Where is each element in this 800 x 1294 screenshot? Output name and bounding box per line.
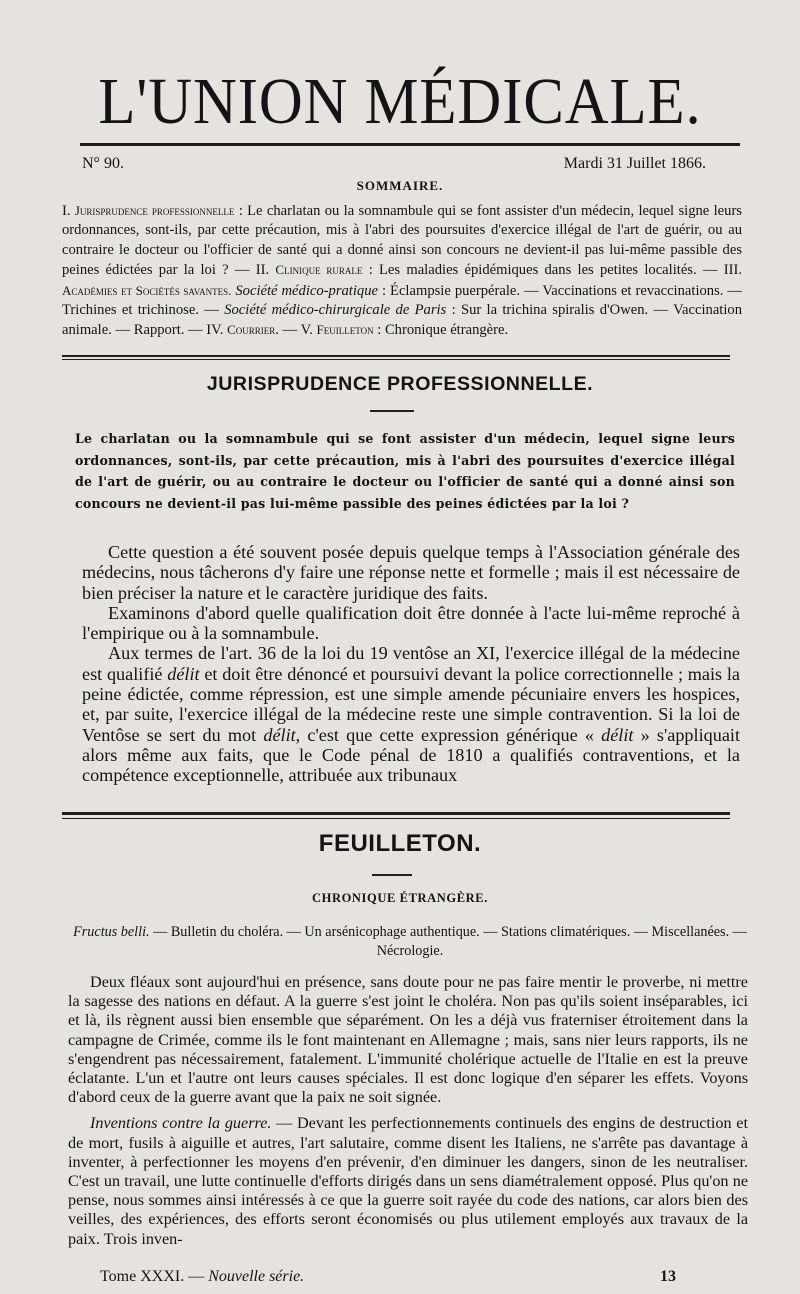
paragraph: Examinons d'abord quelle qualification doit être donnée à l'acte lui-même reproché à l'empirique ou à la somnambule. <box>82 602 740 644</box>
sommaire-section-label: Clinique rurale <box>275 262 363 278</box>
italic-term: délit <box>263 724 296 745</box>
sommaire-text <box>62 201 742 341</box>
sommaire-section-label: Courrier <box>227 322 276 338</box>
summary-italic: Fructus belli. <box>73 924 150 940</box>
sommaire-society: Société médico-chirurgicale de Paris <box>224 302 447 319</box>
italic-term: Inventions contre la guerre. <box>90 1114 272 1133</box>
footer-serie: Nouvelle série. <box>208 1268 305 1285</box>
feuilleton-summary <box>70 923 750 961</box>
heading-ornament <box>370 410 414 412</box>
sommaire-section-label: Feuilleton <box>316 322 374 338</box>
footer-tome <box>100 1268 304 1286</box>
masthead-title: L'UNION MÉDICALE. <box>98 65 702 138</box>
paragraph: Deux fléaux sont aujourd'hui en présence, sans doute pour ne pas faire mentir le proverbe, ni mettre la sagesse des nations en défaut. A la guerre s'est joint le choléra. Non pas qu'ils soient inséparables, ici et là, ils règnent aussi bien ensemble que séparément. On les a déjà vus fraterniser étroitement dans la campagne de Crimée, comme ils le font maintenant en Allemagne ; mais, sans nier leurs rapports, ils ne s'engendrent pas nécessairement, fatalement. L'immunité cholérique actuelle de l'Italie en est la preuve éclatante. L'un et l'autre ont leurs causes spéciales. Il est donc logique d'en séparer les effets. Voyons d'abord ceux de la guerre avant que la paix ne soit signée. <box>68 973 748 1107</box>
section-divider-bottom <box>62 359 730 360</box>
jurisprudence-question: Le charlatan ou la somnambule qui se font assister d'un médecin, lequel signe leurs ordonnances, sont-ils, par cette précaution, mis à l'abri des poursuites d'exercice illégal de l'art de guérir, ou au contraire le docteur ou l'officier de santé qui a donné ainsi son concours ne devient-il pas lui-même passible des peines édictées par la loi ? <box>75 431 735 511</box>
sommaire-part: : Sur la trichina spiralis d'Owen. — Vaccination animale. — Rapport. — IV. <box>62 302 743 339</box>
sommaire-section-label: Jurisprudence professionnelle <box>74 203 235 218</box>
paragraph-part: , c'est que cette expression générique « <box>295 724 602 745</box>
paragraph <box>68 1114 748 1248</box>
section-divider-top <box>62 355 730 357</box>
jurisprudence-body <box>82 542 740 786</box>
italic-term: délit <box>601 724 634 745</box>
page-number: 13 <box>660 1268 676 1285</box>
sommaire-part: : Chronique étrangère. <box>373 322 509 339</box>
sommaire-part: : Éclampsie puerpérale. — Vaccinations et revaccinations. — Trichines et trichinose. — <box>62 282 743 319</box>
paragraph <box>82 643 740 785</box>
paragraph-part: — Devant les perfectionnements continuels des engins de destruction et de mort, fusils à aiguille et autres, l'art salutaire, comme disent les Italiens, ne s'arrête pas davantage à inventer, à perfectionner les moyens d'en prévenir, d'en diminuer les dangers, sinon de les neutraliser. C'est un travail, une lutte continuelle d'efforts dirigés dans un sens diamétralement opposé. Plus qu'on ne pense, nous sommes ainsi intéressés à ce que la guerre soit rayée du code des nations, car alors bien des veilles, des expériences, des efforts seront économisés ou plus utilement employés aux travaux de la paix. Trois inven- <box>68 1114 748 1248</box>
paragraph-part: Aux termes de l'art. 36 de la loi du 19 ventôse an XI, l'exercice illégal de la médecine est qualifié <box>82 643 740 684</box>
issue-date: Mardi 31 Juillet 1866. <box>563 155 706 172</box>
italic-term: délit <box>167 663 200 684</box>
paragraph-part: » s'appliquait alors même aux faits, que le Code pénal de 1810 a qualifiés contraventions, et la compétence exceptionnelle, attribuée aux tribunaux <box>82 724 740 786</box>
issue-number: N° 90. <box>82 155 124 172</box>
jurisprudence-heading: JURISPRUDENCE PROFESSIONNELLE. <box>206 374 594 395</box>
sommaire-heading: SOMMAIRE. <box>356 178 444 193</box>
paragraph-part: et doit être dénoncé et poursuivi devant la police correctionnelle ; mais la peine édictée, comme répression, est une simple amende pécuniaire envers les hospices, et, par suite, l'exercice illégal de la médecine reste une simple contravention. Si la loi de Ventôse se sert du mot <box>82 663 740 745</box>
feuilleton-body <box>68 973 748 1256</box>
footer-tome-text: Tome XXXI. — <box>100 1268 209 1285</box>
sommaire-part: : Le charlatan ou la somnambule qui se font assister d'un médecin, lequel signe leurs ordonnances, sont-ils, par cette précaution, mis à l'abri des poursuites d'exercice illégal de l'art de guérir, ou au contraire le docteur ou l'officier de santé qui a donné ainsi son concours ne devient-il pas lui-même passible des peines édictées par la loi ? — II. <box>62 203 742 279</box>
sommaire-part: : Les maladies épidémiques dans les petites localités. — III. <box>362 262 742 279</box>
sommaire-part: I. <box>62 203 75 219</box>
sommaire-part: . — V. <box>275 322 317 339</box>
feuilleton-subheading: CHRONIQUE ÉTRANGÈRE. <box>312 891 488 905</box>
masthead-rule <box>80 143 740 146</box>
sommaire-society: Société médico-pratique <box>231 282 378 299</box>
feuilleton-heading: FEUILLETON. <box>318 830 482 857</box>
paragraph: Cette question a été souvent posée depuis quelque temps à l'Association générale des médecins, nous tâcherons d'y faire une réponse nette et formelle ; mais il est nécessaire de bien préciser la nature et le caractère juridique des faits. <box>82 542 740 603</box>
feuilleton-divider-bottom <box>62 818 730 819</box>
heading-ornament <box>372 874 412 876</box>
sommaire-section-label: Académies et Sociétés savantes. <box>62 282 232 298</box>
feuilleton-divider-top <box>62 812 730 815</box>
summary-text: — Bulletin du choléra. — Un arsénicophage authentique. — Stations climatériques. — Miscellanées. — Nécrologie. <box>149 924 747 959</box>
